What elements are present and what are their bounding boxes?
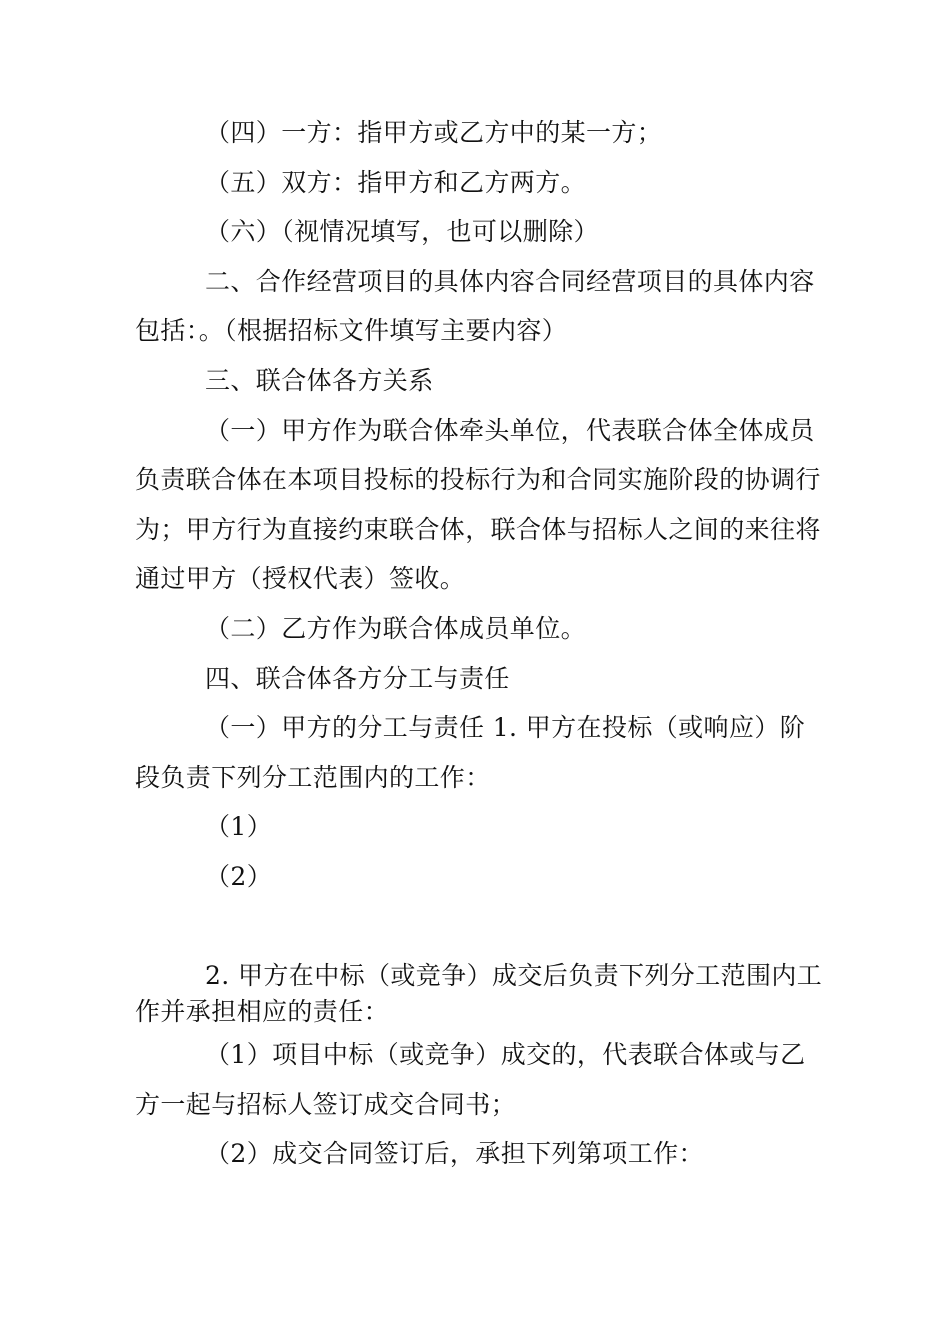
document-body-top bbox=[135, 108, 825, 902]
list-item-1: （1） bbox=[205, 812, 273, 842]
paragraph-section-4-item-1: （一）甲方的分工与责任 1. 甲方在投标（或响应）阶段负责下列分工范围内的工作： bbox=[135, 713, 806, 792]
paragraph-definition-4: （四）一方：指甲方或乙方中的某一方； bbox=[205, 118, 663, 147]
paragraph-section-3-item-2: （二）乙方作为联合体成员单位。 bbox=[205, 613, 587, 643]
paragraph-section-4-heading: 四、联合体各方分工与责任 bbox=[205, 663, 510, 693]
paragraph-section-3-item-1: （一）甲方作为联合体牵头单位，代表联合体全体成员负责联合体在本项目投标的投标行为和合同实施阶段的协调行为；甲方行为直接约束联合体，联合体与招标人之间的来往将通过甲方（授权代表）签收。 bbox=[135, 415, 821, 594]
paragraph-section-3-heading: 三、联合体各方关系 bbox=[205, 365, 434, 395]
list-item-2: （2） bbox=[205, 861, 273, 891]
paragraph-section-4-item-1-point-2: 2. 甲方在中标（或竞争）成交后负责下列分工范围内工作并承担相应的责任： bbox=[135, 961, 823, 1026]
paragraph-section-4-item-1-subitem-1: （1）项目中标（或竞争）成交的，代表联合体或与乙方一起与招标人签订成交合同书； bbox=[135, 1040, 806, 1119]
paragraph-definition-5: （五）双方：指甲方和乙方两方。 bbox=[205, 167, 587, 197]
paragraph-definition-6: （六）（视情况填写，也可以删除） bbox=[205, 217, 599, 247]
paragraph-section-4-item-1-subitem-2: （2）成交合同签订后，承担下列第项工作： bbox=[205, 1139, 704, 1169]
paragraph-section-2: 二、合作经营项目的具体内容合同经营项目的具体内容包括：。（根据招标文件填写主要内容） bbox=[135, 266, 815, 346]
document-body-bottom bbox=[135, 958, 825, 1179]
